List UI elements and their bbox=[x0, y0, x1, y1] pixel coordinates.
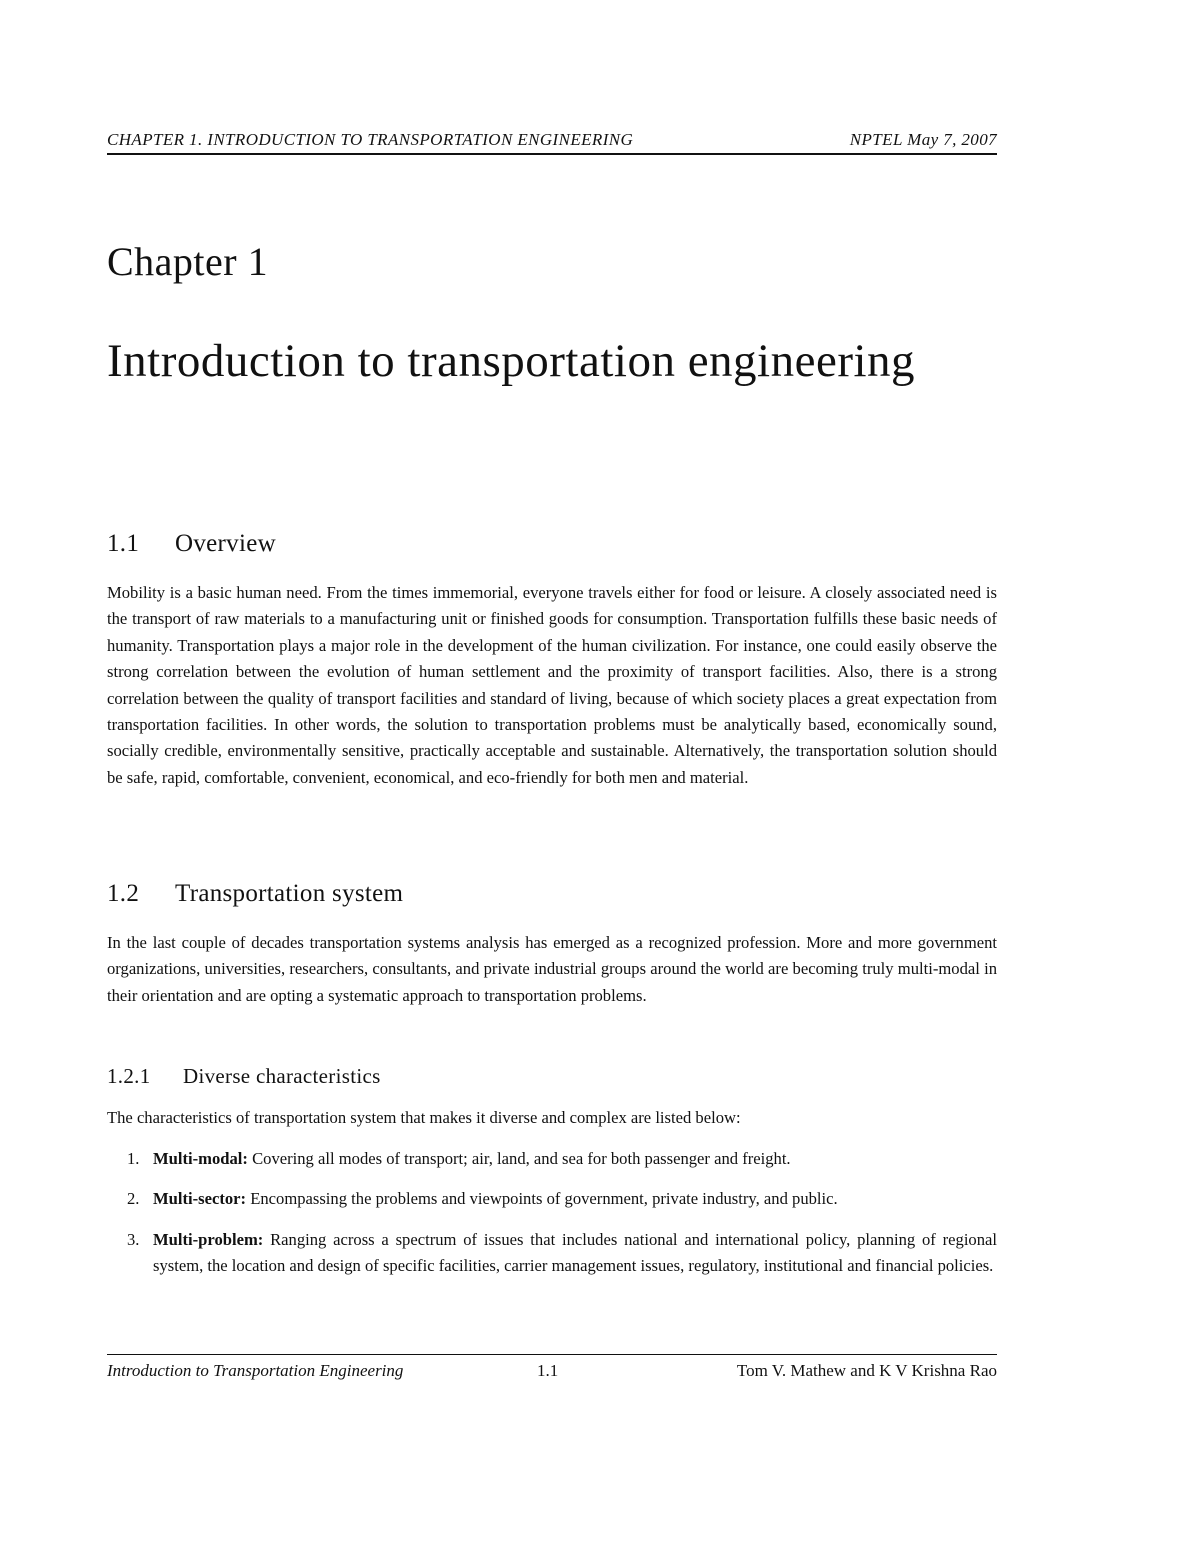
subsection-title: Diverse characteristics bbox=[183, 1064, 381, 1088]
chapter-label: Chapter 1 bbox=[107, 239, 269, 284]
section-title: Transportation system bbox=[175, 880, 404, 907]
document-page bbox=[107, 0, 997, 1553]
list-item-text: Covering all modes of transport; air, land, and sea for both passenger and freight. bbox=[247, 1149, 791, 1168]
list-item-text: Ranging across a spectrum of issues that includes national and international policy, planning of regional system, the location and design of specific facilities, carrier management issues, regulatory, institutional and financial policies. bbox=[153, 1229, 997, 1276]
overview-paragraph: Mobility is a basic human need. From the times immemorial, everyone travels either for food or leisure. A closely associated need is the transport of raw materials to a manufacturing unit or finished goods for consumption. Transportation fulfills these basic needs of humanity. Transportation plays a major role in the development of the human civilization. For instance, one could easily observe the strong correlation between the evolution of human settlement and the proximity of transport facilities. Also, there is a strong correlation between the quality of transport facilities and standard of living, because of which society places a great expectation from transportation facilities. In other words, the solution to transportation problems must be analytically based, economically sound, socially credible, environmentally sensitive, practically acceptable and sustainable. Alternatively, the transportation solution should be safe, rapid, comfortable, convenient, economical, and eco-friendly for both men and material. bbox=[107, 583, 997, 787]
footer-rule bbox=[107, 1354, 997, 1355]
list-item-number: 3. bbox=[127, 1229, 140, 1249]
transportation-system-paragraph: In the last couple of decades transportation systems analysis has emerged as a recognized profession. More and more government organizations, universities, researchers, consultants, and private industrial groups around the world are becoming truly multi-modal in their orientation and are opting a systematic approach to transportation problems. bbox=[107, 933, 997, 1005]
list-item bbox=[107, 1146, 997, 1172]
subsection-heading-diverse-characteristics bbox=[107, 1064, 381, 1089]
list-item bbox=[107, 1186, 997, 1212]
list-item-text: Encompassing the problems and viewpoints of government, private industry, and public. bbox=[246, 1189, 838, 1209]
section-number: 1.1 bbox=[107, 530, 140, 557]
section-number: 1.2 bbox=[107, 880, 140, 907]
list-item-number: 2. bbox=[127, 1189, 140, 1209]
running-header bbox=[107, 130, 997, 155]
list-item bbox=[107, 1227, 997, 1280]
footer-authors: Tom V. Mathew and K V Krishna Rao bbox=[736, 1361, 997, 1380]
list-item-term: Multi-modal: bbox=[153, 1149, 248, 1168]
running-header-chapter: CHAPTER 1. INTRODUCTION TO TRANSPORTATION ENGINEERING bbox=[107, 130, 634, 149]
section-title: Overview bbox=[175, 530, 276, 557]
section-heading-overview bbox=[107, 530, 276, 558]
list-item-term: Multi-problem: bbox=[153, 1229, 264, 1249]
characteristics-list bbox=[107, 1146, 997, 1294]
list-item-term: Multi-sector: bbox=[153, 1189, 247, 1209]
footer-page-number: 1.1 bbox=[537, 1361, 559, 1380]
section-heading-transportation-system bbox=[107, 880, 403, 908]
diverse-intro-paragraph: The characteristics of transportation system that makes it diverse and complex are listed below: bbox=[107, 1108, 741, 1127]
chapter-title: Introduction to transportation engineering bbox=[107, 335, 916, 387]
subsection-number: 1.2.1 bbox=[107, 1064, 151, 1088]
list-item-number: 1. bbox=[127, 1149, 140, 1168]
footer-course-title: Introduction to Transportation Engineering bbox=[107, 1361, 404, 1380]
page-footer bbox=[107, 1361, 997, 1385]
running-header-date: NPTEL May 7, 2007 bbox=[849, 130, 997, 149]
